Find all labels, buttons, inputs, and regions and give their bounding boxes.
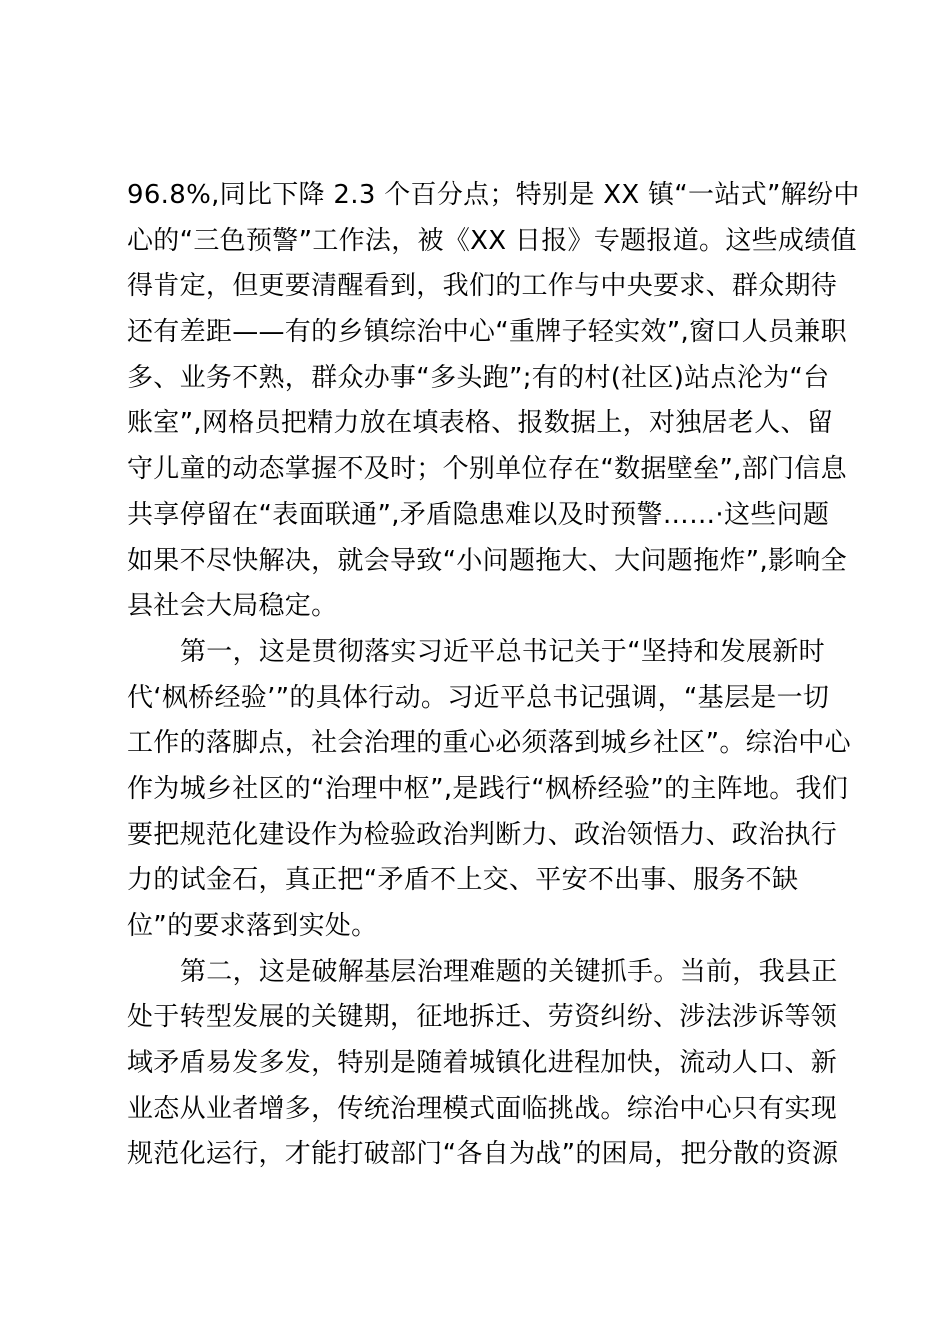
text-line: 共享停留在“表面联通”,矛盾隐患难以及时预警……·这些问题 (127, 499, 830, 530)
paragraph-first-line: 第一，这是贯彻落实习近平总书记关于“坚持和发展新时 (180, 636, 825, 667)
text-line: 如果不尽快解决，就会导致“小问题拖大、大问题拖炸”,影响全 (127, 545, 847, 576)
text-line: 处于转型发展的关键期，征地拆迁、劳资纠纷、涉法涉诉等领 (127, 1002, 838, 1033)
paragraph-first-line: 第二，这是破解基层治理难题的关键抓手。当前，我县正 (180, 956, 838, 987)
text-line: 心的“三色预警”工作法，被《XX 日报》专题报道。这些成绩值 (127, 225, 857, 256)
text-line: 96.8%,同比下降 2.3 个百分点；特别是 XX 镇“一站式”解纷中 (127, 180, 860, 210)
text-line: 域矛盾易发多发，特别是随着城镇化进程加快，流动人口、新 (127, 1048, 838, 1079)
text-line: 位”的要求落到实处。 (127, 911, 378, 941)
text-line: 得肯定，但更要清醒看到，我们的工作与中央要求、群众期待 (127, 271, 838, 302)
text-line: 多、业务不熟，群众办事“多头跑”;有的村(社区)站点沦为“台 (127, 362, 830, 393)
text-line: 规范化运行，才能打破部门“各自为战”的困局，把分散的资源 (127, 1139, 839, 1170)
text-line: 账室”,网格员把精力放在填表格、报数据上，对独居老人、留 (127, 408, 834, 439)
text-line: 力的试金石，真正把“矛盾不上交、平安不出事、服务不缺 (127, 865, 799, 896)
text-line: 工作的落脚点，社会治理的重心必须落到城乡社区”。综治中心 (127, 728, 851, 759)
text-line: 业态从业者增多，传统治理模式面临挑战。综治中心只有实现 (127, 1093, 838, 1124)
text-line: 代‘枫桥经验’”的具体行动。习近平总书记强调，“基层是一切 (127, 682, 830, 713)
body-text (127, 173, 860, 1178)
text-line: 要把规范化建设作为检验政治判断力、政治领悟力、政治执行 (127, 819, 838, 850)
text-line: 县社会大局稳定。 (127, 591, 338, 622)
text-line: 还有差距——有的乡镇综治中心“重牌子轻实效”,窗口人员兼职 (127, 317, 847, 348)
text-line: 守儿童的动态掌握不及时；个别单位存在“数据壁垒”,部门信息 (127, 454, 847, 485)
text-line: 作为城乡社区的“治理中枢”,是践行“枫桥经验”的主阵地。我们 (127, 773, 849, 804)
